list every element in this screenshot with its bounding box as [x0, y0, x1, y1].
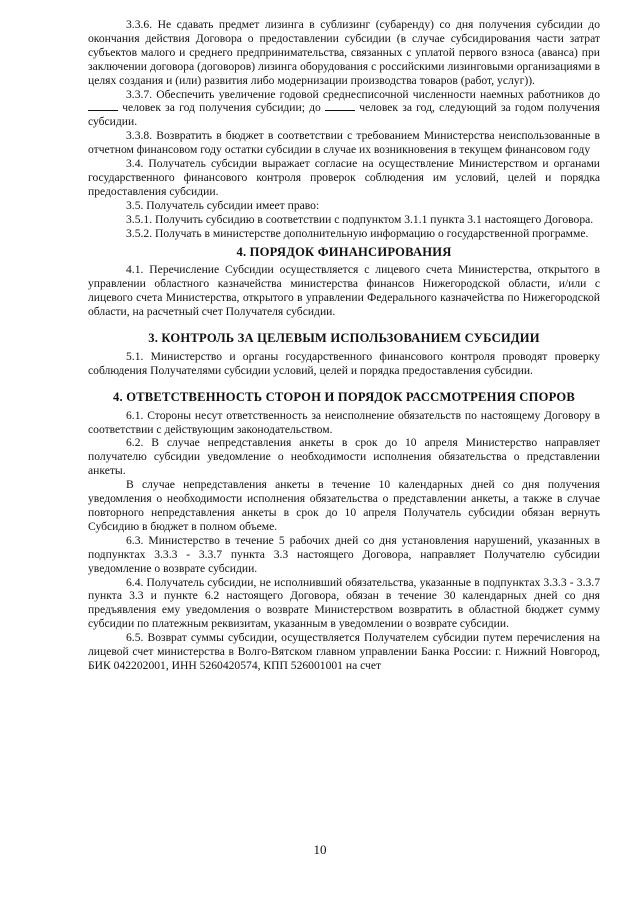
page-number: 10 — [313, 842, 327, 857]
section-heading-control: 3. КОНТРОЛЬ ЗА ЦЕЛЕВЫМ ИСПОЛЬЗОВАНИЕМ СУБСИДИИ — [148, 331, 540, 346]
clause-6-2: 6.2. В случае непредставления анкеты в срок до 10 апреля Министерство направляет получателю субсидии уведомление о необходимости исполнения обязательства о представлении анкеты. — [88, 436, 600, 478]
clause-6-4: 6.4. Получатель субсидии, не исполнивший обязательства, указанные в подпунктах 3.3.3 - 3.3.7 пункта 3.3 и пункте 6.2 настоящего Договора, обязан в течение 30 календарных дней со дня предъявления ему уведомления о возврате Министерством возвратить в областной бюджет сумму субсидии по платежным реквизитам, указанным в уведомлении о возврате субсидии. — [88, 575, 600, 631]
clause-3-5-2: 3.5.2. Получать в министерстве дополнительную информацию о государственной программе. — [126, 226, 589, 240]
clause-6-1: 6.1. Стороны несут ответственность за неисполнение обязательств по настоящему Договору в соответствии с действующим законодательством. — [88, 408, 600, 436]
clause-3-3-7-part-c: человек за год, следующий за годом получения субсидии. — [88, 101, 600, 129]
blank-field-1 — [88, 101, 118, 111]
clause-3-3-8: 3.3.8. Возвратить в бюджет в соответствии с требованием Министерства неиспользованные в отчетном финансовом году остатки субсидии в случае их возникновения в текущем финансовом году — [88, 129, 600, 157]
spacer — [88, 378, 600, 386]
clause-5-1: 5.1. Министерство и органы государственного финансового контроля проводят проверку соблюдения Получателями субсидии условий, целей и порядка предоставления субсидии. — [88, 349, 600, 377]
clause-3-3-6: 3.3.6. Не сдавать предмет лизинга в сублизинг (субаренду) со дня получения субсидии до окончания действия Договора о предоставлении субсидии (в случае субсидирования части затрат субъектов малого и среднего предпринимательства, связанных с уплатой первого взноса (аванса) при заключении договора (договоров) лизинга оборудования с российскими лизинговыми организациями в целях создания и (или) развития либо модернизации производства товаров (работ, услуг)). — [88, 18, 600, 87]
clause-3-3-7 — [88, 88, 600, 130]
clause-6-3: 6.3. Министерство в течение 5 рабочих дней со дня установления нарушений, указанных в подпунктах 3.3.3 - 3.3.7 пункта 3.3 настоящего Договора, направляет Получателю субсидии уведомление о возврате субсидии. — [88, 533, 600, 575]
clause-6-2-continued: В случае непредставления анкеты в течение 10 календарных дней со дня получения уведомления о необходимости исполнения обязательства о представлении анкеты, а также в случае повторного непредставления анкеты в срок до 10 апреля Получатель субсидии обязан вернуть Субсидию в бюджет в полном объеме. — [88, 478, 600, 533]
clause-3-5: 3.5. Получатель субсидии имеет право: — [126, 198, 320, 212]
clause-3-3-7-part-b: человек за год получения субсидии; до — [122, 101, 321, 115]
clause-3-3-7-part-a: 3.3.7. Обеспечить увеличение годовой среднесписочной численности наемных работников до — [126, 87, 600, 101]
section-heading-responsibility: 4. ОТВЕТСТВЕННОСТЬ СТОРОН И ПОРЯДОК РАССМОТРЕНИЯ СПОРОВ — [113, 389, 575, 404]
clause-3-4: 3.4. Получатель субсидии выражает согласие на осуществление Министерством и органами государственного финансового контроля проверок соблюдения им условий, целей и порядка предоставления субсидии. — [88, 157, 600, 198]
clause-6-5: 6.5. Возврат суммы субсидии, осуществляется Получателем субсидии путем перечисления на лицевой счет министерства в Волго-Вятском главном управлении Банка России: г. Нижний Новгород, БИК 042202001, ИНН 5260420574, КПП 526001001 на счет — [88, 631, 600, 672]
blank-field-2 — [325, 101, 355, 111]
section-heading-financing: 4. ПОРЯДОК ФИНАНСИРОВАНИЯ — [236, 244, 452, 259]
spacer — [88, 319, 600, 327]
clause-3-5-1: 3.5.1. Получить субсидию в соответствии с подпунктом 3.1.1 пункта 3.1 настоящего Договора. — [126, 212, 594, 226]
clause-4-1: 4.1. Перечисление Субсидии осуществляется с лицевого счета Министерства, открытого в управлении областного казначейства министерства финансов Нижегородской области, и/или с лицевого счета Министерства, открытого в управлении Федерального казначейства по Нижегородской области, на расчетный счет Получателя субсидии. — [88, 263, 600, 319]
